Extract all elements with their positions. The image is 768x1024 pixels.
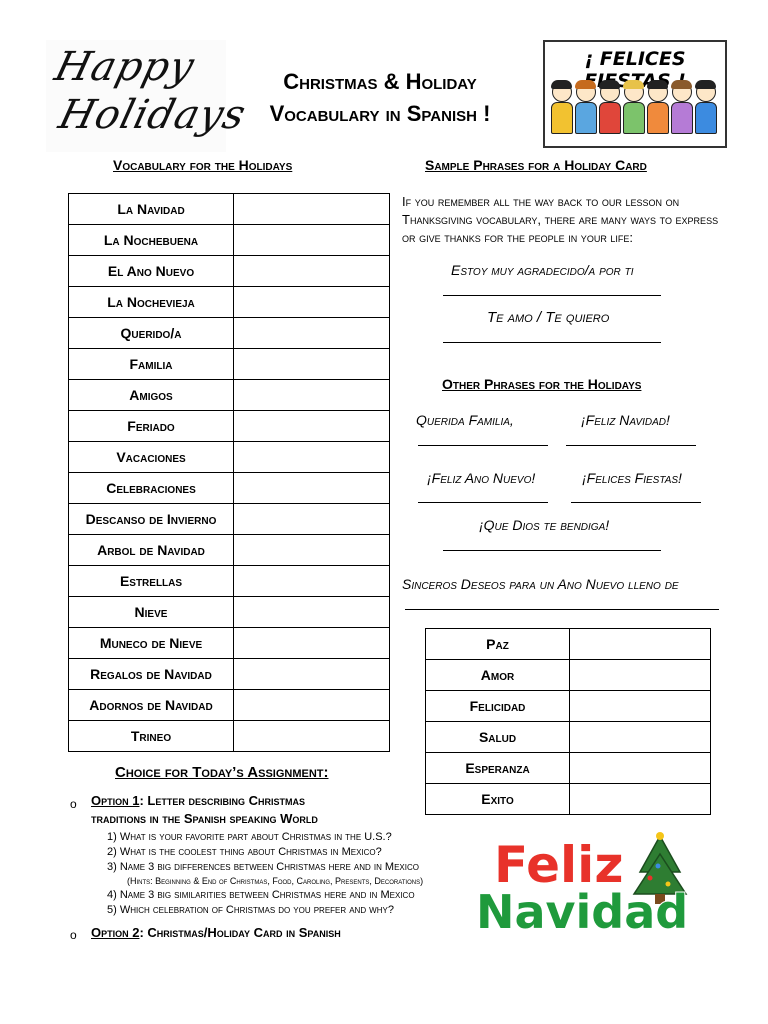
writing-line	[443, 295, 661, 296]
vocab-row	[69, 225, 390, 256]
answer-cell[interactable]	[570, 629, 711, 660]
vocab-row	[69, 566, 390, 597]
vocab-row	[69, 535, 390, 566]
title-line-2: Vocabulary in Spanish !	[269, 101, 491, 126]
answer-cell[interactable]	[234, 721, 390, 752]
answer-cell[interactable]	[234, 349, 390, 380]
term-cell: Feriado	[69, 411, 234, 442]
bullet-icon: o	[70, 928, 77, 942]
answer-cell[interactable]	[570, 660, 711, 691]
answer-cell[interactable]	[234, 287, 390, 318]
term-cell: Adornos de Navidad	[69, 690, 234, 721]
assignment-heading: Choice for Today’s Assignment:	[115, 764, 329, 781]
vocab-row	[69, 256, 390, 287]
writing-line	[571, 502, 701, 503]
answer-cell[interactable]	[234, 411, 390, 442]
answer-cell[interactable]	[570, 784, 711, 815]
vocab-row	[69, 597, 390, 628]
option-1	[91, 792, 391, 828]
phrase-que-dios: ¡Que Dios te bendiga!	[479, 517, 610, 533]
answer-cell[interactable]	[234, 597, 390, 628]
other-phrases-heading: Other Phrases for the Holidays	[442, 376, 642, 392]
term-cell: Felicidad	[426, 691, 570, 722]
term-cell: Paz	[426, 629, 570, 660]
logo-line-2: Holidays	[54, 92, 251, 138]
option-1-label: Option 1	[91, 793, 140, 808]
felices-fiestas-text: ¡ FELICES	[584, 48, 686, 70]
phrase-felices-fiestas: ¡Felices Fiestas!	[582, 470, 682, 486]
answer-cell[interactable]	[234, 225, 390, 256]
question-4: 4) Name 3 big similarities between Christmas here and in Mexico	[107, 889, 415, 901]
term-cell: Trineo	[69, 721, 234, 752]
cartoon-child-icon	[551, 82, 571, 136]
term-cell: Regalos de Navidad	[69, 659, 234, 690]
answer-cell[interactable]	[234, 442, 390, 473]
term-cell: Exito	[426, 784, 570, 815]
cartoon-child-icon	[623, 82, 643, 136]
answer-cell[interactable]	[234, 535, 390, 566]
answer-cell[interactable]	[234, 194, 390, 225]
vocab-row	[69, 349, 390, 380]
wishes-row	[426, 691, 711, 722]
wishes-row	[426, 753, 711, 784]
option-1-text-b: traditions in the Spanish speaking World	[91, 811, 318, 826]
term-cell: Estrellas	[69, 566, 234, 597]
term-cell: Amigos	[69, 380, 234, 411]
happy-holidays-logo	[46, 40, 251, 152]
writing-line	[566, 445, 696, 446]
question-1: 1) What is your favorite part about Christmas in the U.S.?	[107, 831, 392, 843]
term-cell: La Navidad	[69, 194, 234, 225]
cartoon-child-icon	[647, 82, 667, 136]
phrase-feliz-ano-nuevo: ¡Feliz Ano Nuevo!	[427, 470, 536, 486]
wishes-row	[426, 629, 711, 660]
logo-line-1: Happy	[50, 44, 200, 90]
question-3: 3) Name 3 big differences between Christmas here and in Mexico	[107, 861, 419, 873]
phrase-querida-familia: Querida Familia,	[416, 412, 514, 428]
term-cell: Amor	[426, 660, 570, 691]
term-cell: El Ano Nuevo	[69, 256, 234, 287]
vocab-row	[69, 659, 390, 690]
answer-cell[interactable]	[570, 753, 711, 784]
term-cell: Muneco de Nieve	[69, 628, 234, 659]
vocab-row	[69, 194, 390, 225]
answer-cell[interactable]	[234, 566, 390, 597]
question-list	[107, 830, 423, 918]
answer-cell[interactable]	[570, 722, 711, 753]
vocab-row	[69, 287, 390, 318]
vocab-row	[69, 473, 390, 504]
answer-cell[interactable]	[234, 380, 390, 411]
answer-cell[interactable]	[234, 504, 390, 535]
cartoon-child-icon	[575, 82, 595, 136]
wishes-row	[426, 784, 711, 815]
vocab-table	[68, 193, 390, 752]
writing-line	[443, 342, 661, 343]
logo-word-navidad: Navidad	[476, 885, 689, 939]
phrase-te-amo: Te amo / Te quiero	[487, 309, 610, 326]
writing-line	[443, 550, 661, 551]
term-cell: Nieve	[69, 597, 234, 628]
phrase-agradecido: Estoy muy agradecido/a por ti	[451, 262, 634, 278]
wishes-row	[426, 722, 711, 753]
term-cell: Esperanza	[426, 753, 570, 784]
sample-phrases-heading: Sample Phrases for a Holiday Card	[425, 157, 647, 173]
vocab-row	[69, 318, 390, 349]
option-2-text: : Christmas/Holiday Card in Spanish	[139, 925, 341, 940]
writing-line	[418, 445, 548, 446]
vocab-row	[69, 628, 390, 659]
phrase-feliz-navidad: ¡Feliz Navidad!	[581, 412, 670, 428]
option-1-text-a: : Letter describing Christmas	[139, 793, 305, 808]
answer-cell[interactable]	[234, 473, 390, 504]
feliz-navidad-graphic	[472, 828, 704, 944]
cartoon-child-icon	[695, 82, 715, 136]
term-cell: La Nochevieja	[69, 287, 234, 318]
vocab-row	[69, 380, 390, 411]
title-line-1: Christmas & Holiday	[283, 69, 477, 94]
vocab-row	[69, 442, 390, 473]
phrase-sinceros-deseos: Sinceros Deseos para un Ano Nuevo lleno de	[402, 576, 679, 592]
intro-paragraph: If you remember all the way back to our lesson on Thanksgiving vocabulary, there are many ways to express or give thanks for the people in your life:	[402, 194, 719, 245]
term-cell: La Nochebuena	[69, 225, 234, 256]
wishes-row	[426, 660, 711, 691]
vocab-row	[69, 504, 390, 535]
hints-text: (Hints: Beginning & End of Christmas, Food, Caroling, Presents, Decorations)	[127, 876, 424, 886]
question-5: 5) Which celebration of Christmas do you prefer and why?	[107, 904, 394, 916]
vocab-row	[69, 690, 390, 721]
term-cell: Descanso de Invierno	[69, 504, 234, 535]
term-cell: Salud	[426, 722, 570, 753]
option-2-label: Option 2	[91, 925, 140, 940]
question-2: 2) What is the coolest thing about Christmas in Mexico?	[107, 846, 382, 858]
answer-cell[interactable]	[570, 691, 711, 722]
answer-cell[interactable]	[234, 256, 390, 287]
term-cell: Querido/a	[69, 318, 234, 349]
logo-word-feliz: Feliz	[494, 836, 624, 894]
term-cell: Vacaciones	[69, 442, 234, 473]
vocab-row	[69, 721, 390, 752]
term-cell: Arbol de Navidad	[69, 535, 234, 566]
felices-fiestas-image	[543, 40, 727, 148]
cartoon-child-icon	[671, 82, 691, 136]
writing-line	[405, 609, 719, 610]
writing-line	[418, 502, 548, 503]
term-cell: Celebraciones	[69, 473, 234, 504]
wishes-table	[425, 628, 711, 815]
vocab-heading: Vocabulary for the Holidays	[113, 157, 293, 173]
cartoon-child-icon	[599, 82, 619, 136]
bullet-icon: o	[70, 797, 77, 811]
answer-cell[interactable]	[234, 628, 390, 659]
vocab-row	[69, 411, 390, 442]
answer-cell[interactable]	[234, 318, 390, 349]
option-2	[91, 924, 341, 942]
term-cell: Familia	[69, 349, 234, 380]
page-title	[230, 66, 530, 130]
feliz-navidad-logo	[472, 828, 704, 944]
answer-cell[interactable]	[234, 690, 390, 721]
answer-cell[interactable]	[234, 659, 390, 690]
